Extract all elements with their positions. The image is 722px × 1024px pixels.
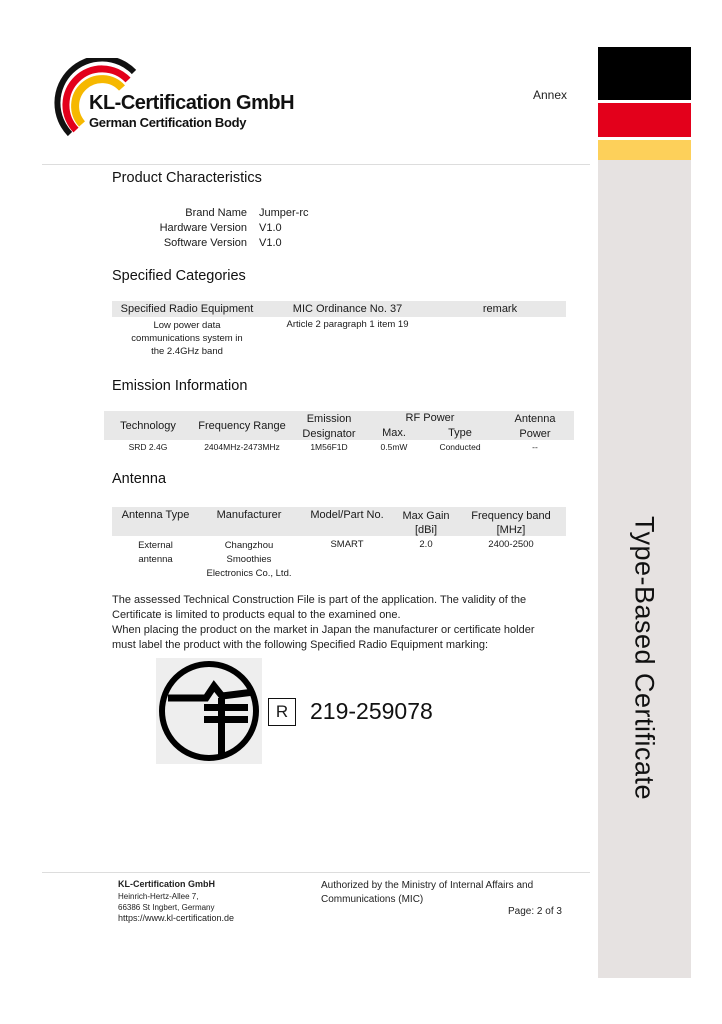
company-name: KL-Certification GmbH: [89, 92, 295, 114]
col-header-max-gain: [396, 509, 456, 537]
page-number: Page: 2 of 3: [508, 906, 562, 917]
col-header-remark: remark: [482, 303, 518, 315]
product-heading: Product Characteristics: [112, 170, 262, 186]
authorization-line: Authorized by the Ministry of Internal Affairs and: [321, 880, 534, 891]
col-header-rf-power: RF Power: [405, 412, 455, 424]
equipment-line: the 2.4GHz band: [151, 346, 223, 357]
categories-heading: Specified Categories: [112, 268, 246, 284]
emission-line: Emission: [306, 413, 352, 425]
col-header-emission: [292, 412, 366, 442]
notes-paragraph: [112, 593, 582, 653]
frequency-band-line: [MHz]: [496, 524, 526, 536]
emission-max-cell: 0.5mW: [380, 442, 408, 452]
mic-certificate-code: 219-259078: [310, 698, 433, 724]
manufacturer-line: Changzhou: [224, 540, 274, 551]
antenna-type-line: antenna: [138, 553, 173, 565]
side-title: Type-Based Certificate: [629, 515, 660, 801]
frequency-band-line: Frequency band: [471, 510, 551, 522]
antenna-power-line: Power: [519, 428, 551, 440]
flag-gold-stripe: [598, 140, 691, 160]
notes-line: must label the product with the following Specified Radio Equipment marking:: [112, 639, 489, 651]
col-header-manufacturer: Manufacturer: [216, 509, 282, 521]
footer-company: KL-Certification GmbH: [118, 879, 216, 889]
footer-authorization: [321, 879, 561, 907]
col-header-type: Type: [448, 427, 472, 439]
footer-street: Heinrich-Hertz-Allee 7,: [118, 892, 199, 901]
notes-line: Certificate is limited to products equal to the examined one.: [112, 609, 401, 621]
col-header-max: Max.: [382, 427, 406, 439]
footer-website-link[interactable]: https://www.kl-certification.de: [118, 913, 235, 923]
authorization-line: Communications (MIC): [321, 894, 424, 905]
category-ordinance-cell: Article 2 paragraph 1 item 19: [286, 319, 409, 330]
giteki-mark-icon: [156, 658, 262, 764]
col-header-antenna-power: [495, 412, 575, 442]
brand-name-label: Brand Name: [185, 207, 247, 219]
header-divider: [42, 164, 590, 165]
antenna-manufacturer-cell: [199, 539, 299, 581]
col-header-antenna-type: Antenna Type: [121, 509, 190, 521]
col-header-model: Model/Part No.: [310, 509, 384, 521]
emission-technology-cell: SRD 2.4G: [128, 442, 168, 452]
software-version-value: V1.0: [259, 237, 282, 249]
antenna-type-cell: [112, 539, 199, 566]
hardware-version-label: Hardware Version: [159, 222, 247, 234]
equipment-line: Low power data: [153, 320, 221, 331]
footer-city: 66386 St Ingbert, Germany: [118, 903, 215, 912]
notes-line: The assessed Technical Construction File is part of the application. The validity of the: [112, 594, 527, 606]
equipment-line: communications system in: [131, 333, 243, 344]
notes-line: When placing the product on the market in Japan the manufacturer or certificate holder: [112, 624, 535, 636]
brand-name-value: Jumper-rc: [259, 207, 309, 219]
emission-antenna-power-cell: --: [532, 442, 538, 452]
hardware-version-value: V1.0: [259, 222, 282, 234]
manufacturer-line: Smoothies: [226, 554, 272, 565]
r-symbol-box: R: [268, 698, 296, 726]
col-header-technology: Technology: [120, 420, 176, 432]
annex-label: Annex: [533, 88, 568, 102]
company-tagline: German Certification Body: [89, 115, 247, 130]
col-header-equipment: Specified Radio Equipment: [120, 303, 254, 315]
category-equipment-cell: [112, 319, 262, 358]
software-version-label: Software Version: [163, 237, 247, 249]
antenna-gain-cell: 2.0: [419, 539, 433, 550]
antenna-type-line: External: [138, 540, 173, 551]
flag-red-stripe: [598, 103, 691, 137]
max-gain-line: Max Gain: [402, 510, 450, 522]
antenna-power-line: Antenna: [514, 413, 556, 425]
max-gain-line: [dBi]: [414, 524, 437, 536]
antenna-band-cell: 2400-2500: [488, 539, 534, 550]
antenna-heading: Antenna: [112, 471, 167, 487]
side-title-container: [598, 160, 691, 978]
flag-black-stripe: [598, 47, 691, 100]
emission-type-cell: Conducted: [439, 442, 481, 452]
manufacturer-line: Electronics Co., Ltd.: [206, 568, 292, 579]
antenna-model-cell: SMART: [330, 539, 364, 550]
emission-heading: Emission Information: [112, 378, 248, 394]
col-header-frequency: Frequency Range: [198, 420, 286, 432]
emission-designator-cell: 1M56F1D: [310, 442, 348, 452]
col-header-frequency-band: [461, 509, 561, 537]
emission-line: Designator: [302, 428, 356, 440]
col-header-ordinance: MIC Ordinance No. 37: [292, 303, 403, 315]
emission-frequency-cell: 2404MHz-2473MHz: [204, 442, 280, 452]
footer-divider: [42, 872, 590, 873]
